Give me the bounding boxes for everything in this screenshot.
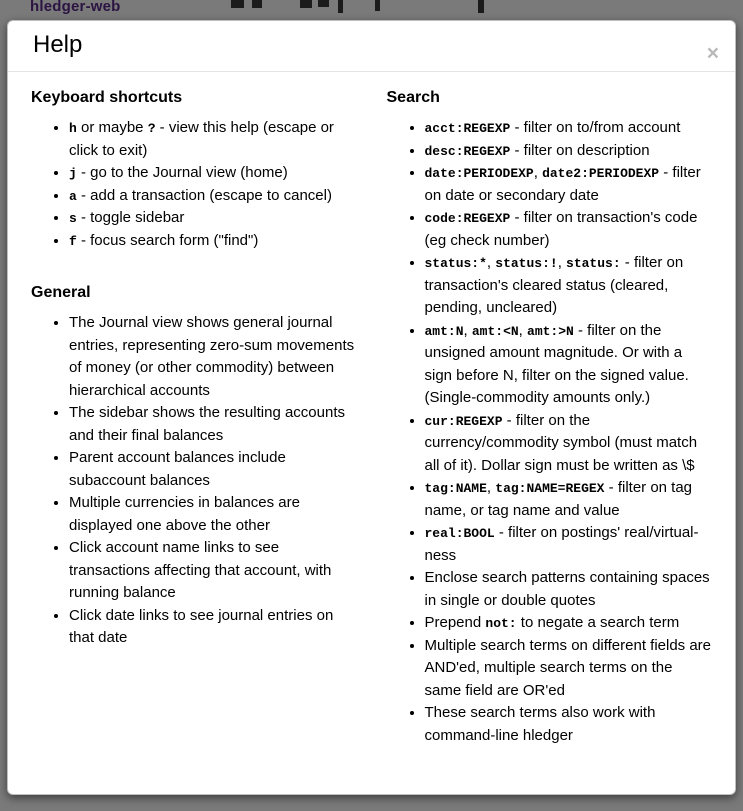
code-term: real:BOOL [424,526,495,542]
modal-title: Help [33,31,83,58]
code-term: f [69,233,77,249]
code-term: ? [147,121,156,137]
list-item: • The Journal view shows general journal entries, representing zero-sum movements of money (or other commodity) between hierarchical accounts [69,312,357,402]
code-term: status:* [424,256,487,272]
list-item: • status:*, status:!, status: - filter on transaction's cleared status (cleared, pending, uncleared) [425,252,713,320]
code-term: s [69,211,77,227]
list-item: • Enclose search patterns containing spaces in single or double quotes [425,567,713,612]
list-item: • amt:N, amt:<N, amt:>N - filter on the unsigned amount magnitude. Or with a sign before N, filter on the signed value. (Single-commodity amounts only.) [425,320,713,410]
code-term: tag:NAME [424,481,487,497]
code-term: cur:REGEXP [424,413,503,429]
list-item: • Multiple search terms on different fields are AND'ed, multiple search terms on the same field are OR'ed [425,635,713,703]
list-item: • Click date links to see journal entries on that date [69,605,357,650]
code-term: desc:REGEXP [424,143,511,159]
general-list [31,312,357,650]
code-term: amt:N [424,323,464,339]
heading-glyph-fragment [300,0,312,8]
code-term: j [69,166,77,182]
heading-glyph-fragment [338,0,343,13]
list-item: • real:BOOL - filter on postings' real/virtual-ness [425,522,713,567]
code-term: status:! [495,256,558,272]
list-item: • h or maybe ? - view this help (escape or click to exit) [69,117,357,162]
heading-glyph-fragment [375,0,380,11]
list-item: • cur:REGEXP - filter on the currency/commodity symbol (must match all of it). Dollar sign must be written as \$ [425,410,713,478]
keyboard-shortcuts-heading: Keyboard shortcuts [31,89,183,107]
code-term: acct:REGEXP [424,121,511,137]
code-term: tag:NAME=REGEX [495,481,605,497]
code-term: date2:PERIODEXP [542,166,660,182]
heading-glyph-fragment [478,0,484,13]
code-term: code:REGEXP [424,211,511,227]
list-item: • code:REGEXP - filter on transaction's code (eg check number) [425,207,713,252]
modal-body [8,72,735,787]
list-item: • The sidebar shows the resulting accounts and their final balances [69,402,357,447]
search-list [387,117,713,747]
list-item: • acct:REGEXP - filter on to/from account [425,117,713,140]
code-term: status: [566,256,621,272]
close-button[interactable]: × [706,42,719,65]
list-item: • Multiple currencies in balances are displayed one above the other [69,492,357,537]
search-heading: Search [386,89,440,107]
left-column [16,87,372,757]
brand-link[interactable]: hledger-web [30,0,121,15]
list-item: • Prepend not: to negate a search term [425,612,713,635]
list-item: • s - toggle sidebar [69,207,357,230]
heading-glyph-fragment [318,0,329,7]
heading-glyph-fragment [231,0,244,8]
help-modal [7,20,736,795]
heading-glyph-fragment [252,0,262,8]
list-item: • j - go to the Journal view (home) [69,162,357,185]
list-item: • tag:NAME, tag:NAME=REGEX - filter on tag name, or tag name and value [425,477,713,522]
code-term: amt:>N [527,323,574,339]
modal-header [8,21,735,72]
list-item: • Click account name links to see transactions affecting that account, with running balance [69,537,357,605]
list-item: • a - add a transaction (escape to cancel) [69,185,357,208]
list-item: • These search terms also work with command-line hledger [425,702,713,747]
list-item: • date:PERIODEXP, date2:PERIODEXP - filter on date or secondary date [425,162,713,207]
list-item: • f - focus search form ("find") [69,230,357,253]
general-heading: General [31,284,91,302]
code-term: h [69,121,77,137]
code-term: date:PERIODEXP [424,166,534,182]
code-term: amt:<N [471,323,519,339]
code-term: a [69,188,77,204]
keyboard-shortcuts-list [31,117,357,252]
code-term: not: [485,616,517,632]
list-item: • desc:REGEXP - filter on description [425,140,713,163]
right-column [372,87,728,757]
list-item: • Parent account balances include subaccount balances [69,447,357,492]
